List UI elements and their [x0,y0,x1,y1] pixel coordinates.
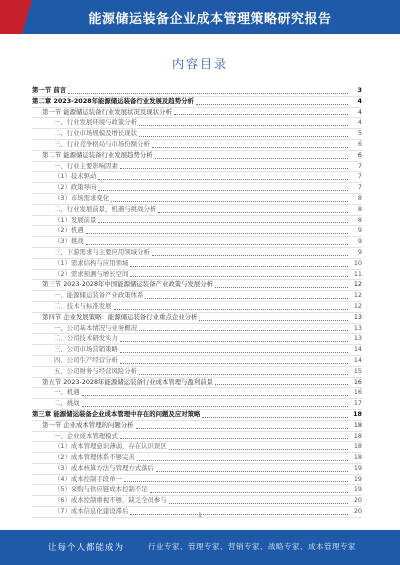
toc-entry[interactable] [32,97,362,108]
toc-dot-leader [156,471,348,472]
toc-entry-title: 一、行业主要影响因素 [54,161,118,170]
toc-dot-leader [98,190,348,191]
toc-entry-page: 8 [357,215,362,224]
toc-dot-leader [68,93,348,94]
toc-entry-page: 16 [353,388,362,397]
toc-entry[interactable] [32,118,362,129]
toc-entry-title: （5）采购与供应链成本控制不足 [54,485,148,494]
toc-dot-leader [199,320,348,321]
toc-entry-title: （2）需求预测与增长空间 [54,269,129,278]
toc-dot-leader [196,104,348,105]
toc-entry[interactable] [32,464,362,475]
toc-entry-title: 二、技术与标准发展 [54,301,112,310]
toc-dot-leader [215,287,348,288]
toc-dot-leader [114,309,348,310]
toc-entry-page: 18 [353,453,362,462]
toc-entry-page: 16 [353,377,362,386]
toc-dot-leader [124,481,348,482]
toc-entry-title: 第一节 能源储运装备行业发展状况及现状分析 [42,107,172,116]
toc-dot-leader [120,363,348,364]
toc-entry[interactable] [32,237,362,248]
toc-entry-page: 4 [357,96,362,105]
toc-entry-title: （3）成本核算方法与管理方式落后 [54,463,154,472]
toc-entry-title: （1）发展前景 [54,215,97,224]
toc-entry-page: 18 [353,420,362,429]
toc-entry-page: 9 [357,226,362,235]
toc-entry[interactable] [32,485,362,496]
toc-entry-title: 第五节 2023-2028年能源储运装备行业成本管理与盈利前景 [42,377,214,386]
toc-entry-title: 第一节 前言 [32,86,67,94]
toc-entry-title: 第四节 企业发展策略：能源储运装备行业重点企业分析 [42,312,198,321]
report-title: 能源储运装备企业成本管理策略研究报告 [88,12,332,27]
toc-entry-page: 5 [357,129,362,138]
toc-entry-page: 6 [357,139,362,148]
page-number: 1 [198,512,202,519]
toc-dot-leader [150,492,348,493]
toc-entry-title: 一、企业成本管理模式 [54,431,118,440]
toc-dot-leader [111,201,348,202]
toc-entry[interactable] [32,324,362,335]
toc-entry-page: 10 [353,258,362,267]
toc-entry[interactable] [32,410,362,421]
toc-entry[interactable] [32,496,362,507]
toc-entry-page: 7 [357,172,362,181]
toc-entry-page: 12 [353,280,362,289]
toc-entry-page: 11 [353,269,362,278]
toc-entry-page: 14 [353,355,362,364]
toc-entry-page: 12 [353,291,362,300]
toc-entry[interactable] [32,356,362,367]
toc-dot-leader [145,298,348,299]
toc-entry[interactable] [32,129,362,140]
toc-entry[interactable] [32,302,362,313]
toc-entry[interactable] [32,248,362,259]
toc-dot-leader [215,384,348,385]
toc-entry-page: 8 [357,204,362,213]
toc-entry-title: （3）市场需求变化 [54,193,110,202]
toc-dot-leader [98,179,348,180]
table-of-contents [32,86,362,518]
toc-entry-title: 第三节 2023-2028年中国能源储运装备产业政策与发展分析 [42,280,214,289]
toc-entry[interactable] [32,388,362,399]
toc-entry[interactable] [32,172,362,183]
toc-dot-leader [137,460,348,461]
toc-dot-leader [120,341,348,342]
toc-entry[interactable] [32,475,362,486]
toc-dot-leader [120,168,348,169]
toc-entry-title: 第二节 能源储运装备行业发展趋势分析 [42,150,153,159]
toc-entry-page: 19 [353,485,362,494]
toc-entry-title: （3）挑战 [54,237,84,246]
toc-entry-title: 第一节 企业成本管理的问题分析 [42,420,134,429]
toc-entry-page: 9 [357,247,362,256]
toc-dot-leader [120,438,348,439]
toc-entry[interactable] [32,151,362,162]
toc-entry-title: 一、公司基本情况与业务概况 [54,323,138,332]
toc-dot-leader [86,244,348,245]
toc-entry-page: 13 [353,334,362,343]
toc-entry-title: 二、公司技术研发实力 [54,334,118,343]
toc-entry-page: 13 [353,312,362,321]
toc-dot-leader [174,114,348,115]
toc-entry-page: 12 [353,301,362,310]
toc-dot-leader [139,330,348,331]
toc-entry-page: 8 [357,193,362,202]
toc-dot-leader [158,212,348,213]
toc-entry[interactable] [32,442,362,453]
toc-entry[interactable] [32,140,362,151]
toc-entry-page: 20 [353,507,362,516]
toc-entry-page: 4 [357,107,362,116]
toc-entry[interactable] [32,280,362,291]
toc-entry-title: 第二章 2023-2028年能源储运装备行业发展及趋势分析 [32,96,194,105]
toc-entry-page: 14 [353,345,362,354]
toc-entry[interactable] [32,313,362,324]
toc-dot-leader [152,255,348,256]
toc-entry[interactable] [32,270,362,281]
toc-dot-leader [120,352,348,353]
toc-entry-page: 19 [353,474,362,483]
toc-dot-leader [152,147,348,148]
toc-entry-page: 7 [357,183,362,192]
toc-entry-page: 20 [353,496,362,505]
toc-entry[interactable] [32,205,362,216]
toc-entry[interactable] [32,162,362,173]
toc-entry-title: （2）机遇 [54,226,84,235]
toc-dot-leader [139,136,348,137]
toc-entry-title: 一、行业发展环境与政策分析 [54,118,138,127]
toc-entry-title: 一、机遇 [54,388,80,397]
toc-entry[interactable] [32,291,362,302]
toc-entry[interactable] [32,378,362,389]
toc-dot-leader [82,406,348,407]
toc-entry-title: 一、能源储运装备产业政策体系 [54,291,144,300]
toc-entry-page: 17 [353,399,362,408]
toc-entry-title: 五、公司财务与经营风险分析 [54,366,138,375]
toc-entry-page: 18 [353,431,362,440]
toc-dot-leader [155,158,348,159]
toc-entry[interactable] [32,399,362,410]
page-header [0,0,400,34]
toc-dot-leader [202,417,348,418]
toc-entry-title: （4）成本控制手段单一 [54,474,122,483]
toc-dot-leader [82,395,348,396]
toc-dot-leader [139,125,348,126]
toc-entry[interactable] [32,432,362,443]
toc-entry-title: （1）需求结构与应用领域 [54,258,129,267]
toc-entry-title: （1）成本管理意识薄弱，存在认识误区 [54,442,167,451]
toc-dot-leader [130,276,348,277]
toc-entry-title: （6）成本控制重视不够，缺乏全员参与 [54,496,167,505]
page-footer [0,530,400,565]
toc-entry-title: （2）政策导向 [54,183,97,192]
toc-entry[interactable] [32,421,362,432]
toc-entry-title: （7）成本信息化建设滞后 [54,507,129,516]
toc-entry-title: 二、行业市场规模及增长现状 [54,129,138,138]
toc-entry-page: 15 [353,366,362,375]
toc-entry-page: 13 [353,323,362,332]
toc-entry-title: 四、公司生产经营分析 [54,355,118,364]
toc-entry-page: 18 [353,409,362,418]
toc-entry[interactable] [32,345,362,356]
toc-dot-leader [139,374,348,375]
toc-dot-leader [169,449,348,450]
toc-entry[interactable] [32,259,362,270]
toc-entry[interactable] [32,183,362,194]
toc-entry-title: 三、下游需求与主要应用领域分析 [54,247,150,256]
toc-dot-leader [169,503,348,504]
toc-dot-leader [86,233,348,234]
header-accent-stripe [0,0,22,34]
toc-dot-leader [130,266,348,267]
toc-entry-title: 二、行业发展前景、机遇与挑战分析 [54,204,157,213]
toc-entry-page: 6 [357,150,362,159]
toc-entry-page: 4 [357,118,362,127]
toc-entry-page: 3 [357,86,362,94]
toc-entry[interactable] [32,194,362,205]
toc-entry[interactable] [32,226,362,237]
toc-entry[interactable] [32,108,362,119]
toc-entry-page: 7 [357,161,362,170]
toc-entry-title: （1）技术驱动 [54,172,97,181]
toc-entry-page: 19 [353,463,362,472]
toc-entry-title: （2）成本管理体系不够完善 [54,453,135,462]
toc-entry-title: 三、公司市场营销策略 [54,345,118,354]
footer-tagline: 让每个人都能成为 [48,543,125,553]
toc-entry-page: 9 [357,237,362,246]
toc-heading: 内容目录 [171,57,228,71]
toc-entry-page: 18 [353,442,362,451]
toc-dot-leader [136,428,349,429]
toc-entry-title: 二、挑战 [54,399,80,408]
toc-entry[interactable] [32,216,362,227]
toc-entry[interactable] [32,453,362,464]
toc-entry-title: 三、行业竞争格局与市场份额分析 [54,139,150,148]
toc-dot-leader [98,222,348,223]
toc-entry[interactable] [32,367,362,378]
toc-entry[interactable] [32,86,362,97]
toc-entry-title: 第三章 能源储运装备企业成本管理中存在的问题及应对策略 [32,409,201,418]
footer-slogan: 行业专家、管理专家、营销专家、战略专家、成本管理专家 [148,542,356,551]
toc-entry[interactable] [32,334,362,345]
